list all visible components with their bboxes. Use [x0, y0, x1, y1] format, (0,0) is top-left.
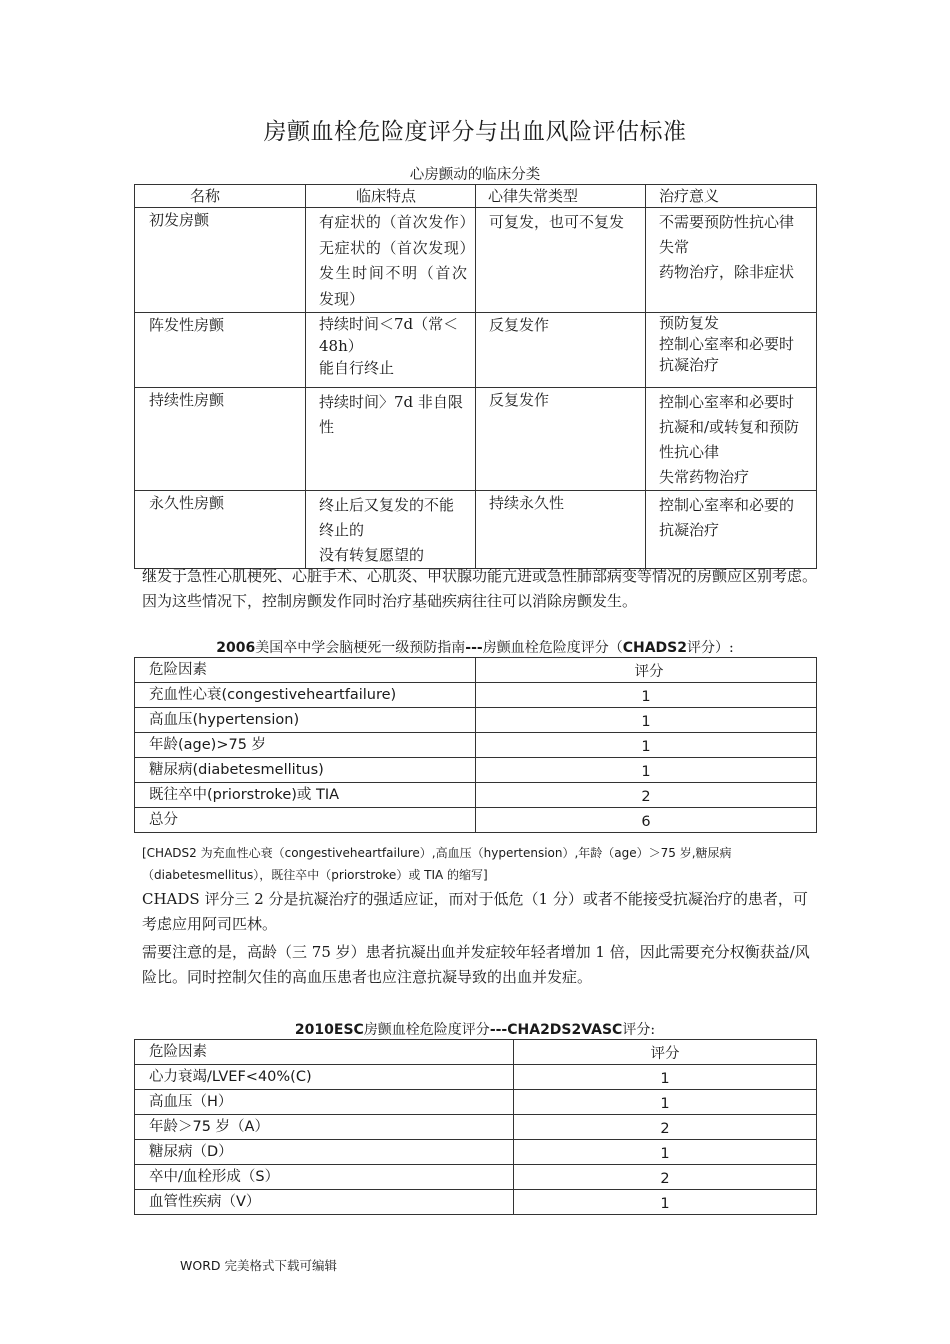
row-score: 1: [476, 733, 817, 758]
header-type: 心律失常类型: [476, 185, 646, 208]
caption-text: 评分）:: [686, 640, 734, 656]
row-factor: 总分: [135, 808, 476, 833]
row-factor: 年龄(age)>75 岁: [135, 733, 476, 758]
table-row: [135, 733, 817, 758]
paragraph-chads-score: CHADS 评分三 2 分是抗凝治疗的强适应证，而对于低危（1 分）或者不能接受抗凝治疗的患者，可考虑应用阿司匹林。: [142, 890, 808, 933]
caption-year: 2006: [216, 640, 256, 656]
row-score: 1: [476, 758, 817, 783]
page-footer: WORD 完美格式下载可编辑: [180, 1258, 337, 1273]
paragraph-secondary-af: 继发于急性心肌梗死、心脏手术、心肌炎、甲状腺功能亢进或急性肺部病变等情况的房颤应区别考虑。因为这些情况下，控制房颤发作同时治疗基础疾病往往可以消除房颤发生。: [142, 567, 818, 610]
header-score: 评分: [514, 1040, 817, 1065]
row-feature: 有症状的（首次发作）无症状的（首次发现）发生时间不明（首次发现）: [306, 208, 476, 313]
row-factor: 年龄＞75 岁（A）: [135, 1115, 514, 1140]
row-name: 持续性房颤: [135, 388, 306, 491]
header-name: 名称: [135, 185, 306, 208]
table-row: [135, 313, 817, 388]
header-feature: 临床特点: [306, 185, 476, 208]
table-row: [135, 1165, 817, 1190]
row-feature: 持续时间〉7d 非自限性: [306, 388, 476, 491]
table3-caption: [0, 1019, 950, 1039]
row-score: 1: [514, 1065, 817, 1090]
caption-year: 2010ESC: [294, 1022, 364, 1038]
table2-caption: [0, 637, 950, 657]
row-feature: 终止后又复发的不能终止的 没有转复愿望的: [306, 491, 476, 569]
row-factor: 糖尿病（D）: [135, 1140, 514, 1165]
page-title: 房颤血栓危险度评分与出血风险评估标准: [263, 119, 687, 145]
header-score: 评分: [476, 658, 817, 683]
row-score: 1: [514, 1140, 817, 1165]
table-row: [135, 1140, 817, 1165]
caption-text: 房颤血栓危险度评分: [363, 1022, 490, 1038]
row-meaning: 控制心室率和必要的抗凝治疗: [646, 491, 817, 569]
table-row: [135, 1090, 817, 1115]
row-factor: 血管性疾病（V）: [135, 1190, 514, 1215]
row-factor: 糖尿病(diabetesmellitus): [135, 758, 476, 783]
row-factor: 高血压(hypertension): [135, 708, 476, 733]
row-factor: 心力衰竭/LVEF<40%(C): [135, 1065, 514, 1090]
row-score: 1: [514, 1090, 817, 1115]
table-header-row: [135, 1040, 817, 1065]
caption-sep: ---: [465, 640, 483, 656]
row-name: 初发房颤: [135, 208, 306, 313]
table-row: [135, 1065, 817, 1090]
row-type: 反复发作: [476, 388, 646, 491]
row-score: 1: [514, 1190, 817, 1215]
row-meaning: 预防复发 控制心室率和必要时 抗凝治疗: [659, 314, 795, 374]
paragraph-elderly-caution: 需要注意的是，高龄（三 75 岁）患者抗凝出血并发症较年轻者增加 1 倍，因此需要充分权衡获益/风险比。同时控制欠佳的高血压患者也应注意抗凝导致的出血并发症。: [142, 943, 810, 986]
row-type: 持续永久性: [476, 491, 646, 569]
table-row: [135, 783, 817, 808]
table-row: [135, 388, 817, 491]
row-factor: 既往卒中(priorstroke)或 TIA: [135, 783, 476, 808]
row-score: 2: [514, 1115, 817, 1140]
row-score: 1: [476, 683, 817, 708]
row-name: 永久性房颤: [135, 491, 306, 569]
table-row: [135, 208, 817, 313]
table-header-row: [135, 185, 817, 208]
caption-text: 评分:: [622, 1022, 656, 1038]
table-row: [135, 1190, 817, 1215]
row-feature: 持续时间＜7d（常＜ 48h） 能自行终止: [319, 315, 459, 377]
row-type: 反复发作: [476, 313, 646, 388]
row-type: 可复发，也可不复发: [476, 208, 646, 313]
table-row: [135, 708, 817, 733]
caption-code: ---CHA2DS2VASC: [489, 1022, 623, 1038]
row-meaning: 不需要预防性抗心律失常 药物治疗，除非症状: [646, 208, 817, 313]
table-header-row: [135, 658, 817, 683]
table-row: [135, 808, 817, 833]
af-classification-table: [134, 184, 817, 569]
table1-caption: 心房颤动的临床分类: [409, 167, 541, 183]
row-score: 1: [476, 708, 817, 733]
row-score: 2: [514, 1165, 817, 1190]
table-row: [135, 683, 817, 708]
caption-text: 房颤血栓危险度评分（: [482, 640, 623, 656]
chads2-table: [134, 657, 817, 833]
row-factor: 高血压（H）: [135, 1090, 514, 1115]
table-row: [135, 758, 817, 783]
caption-text: 美国卒中学会脑梗死一级预防指南: [255, 640, 466, 656]
header-meaning: 治疗意义: [646, 185, 817, 208]
row-factor: 充血性心衰(congestiveheartfailure): [135, 683, 476, 708]
table-row: [135, 491, 817, 569]
chads2-note: [CHADS2 为充血性心衰（congestiveheartfailure）,高血压（hypertension）,年龄（age）＞75 岁,糖尿病（diabetesmellitus），既往卒中（priorstroke）或 TIA 的缩写]: [142, 846, 732, 882]
header-factor: 危险因素: [135, 658, 476, 683]
row-score: 6: [476, 808, 817, 833]
row-factor: 卒中/血栓形成（S）: [135, 1165, 514, 1190]
header-factor: 危险因素: [135, 1040, 514, 1065]
caption-code: CHADS2: [622, 640, 687, 656]
row-score: 2: [476, 783, 817, 808]
row-meaning: 控制心室率和必要时抗凝和/或转复和预防性抗心律 失常药物治疗: [646, 388, 817, 491]
table-row: [135, 1115, 817, 1140]
cha2ds2vasc-table: [134, 1039, 817, 1215]
row-name: 阵发性房颤: [135, 313, 306, 388]
